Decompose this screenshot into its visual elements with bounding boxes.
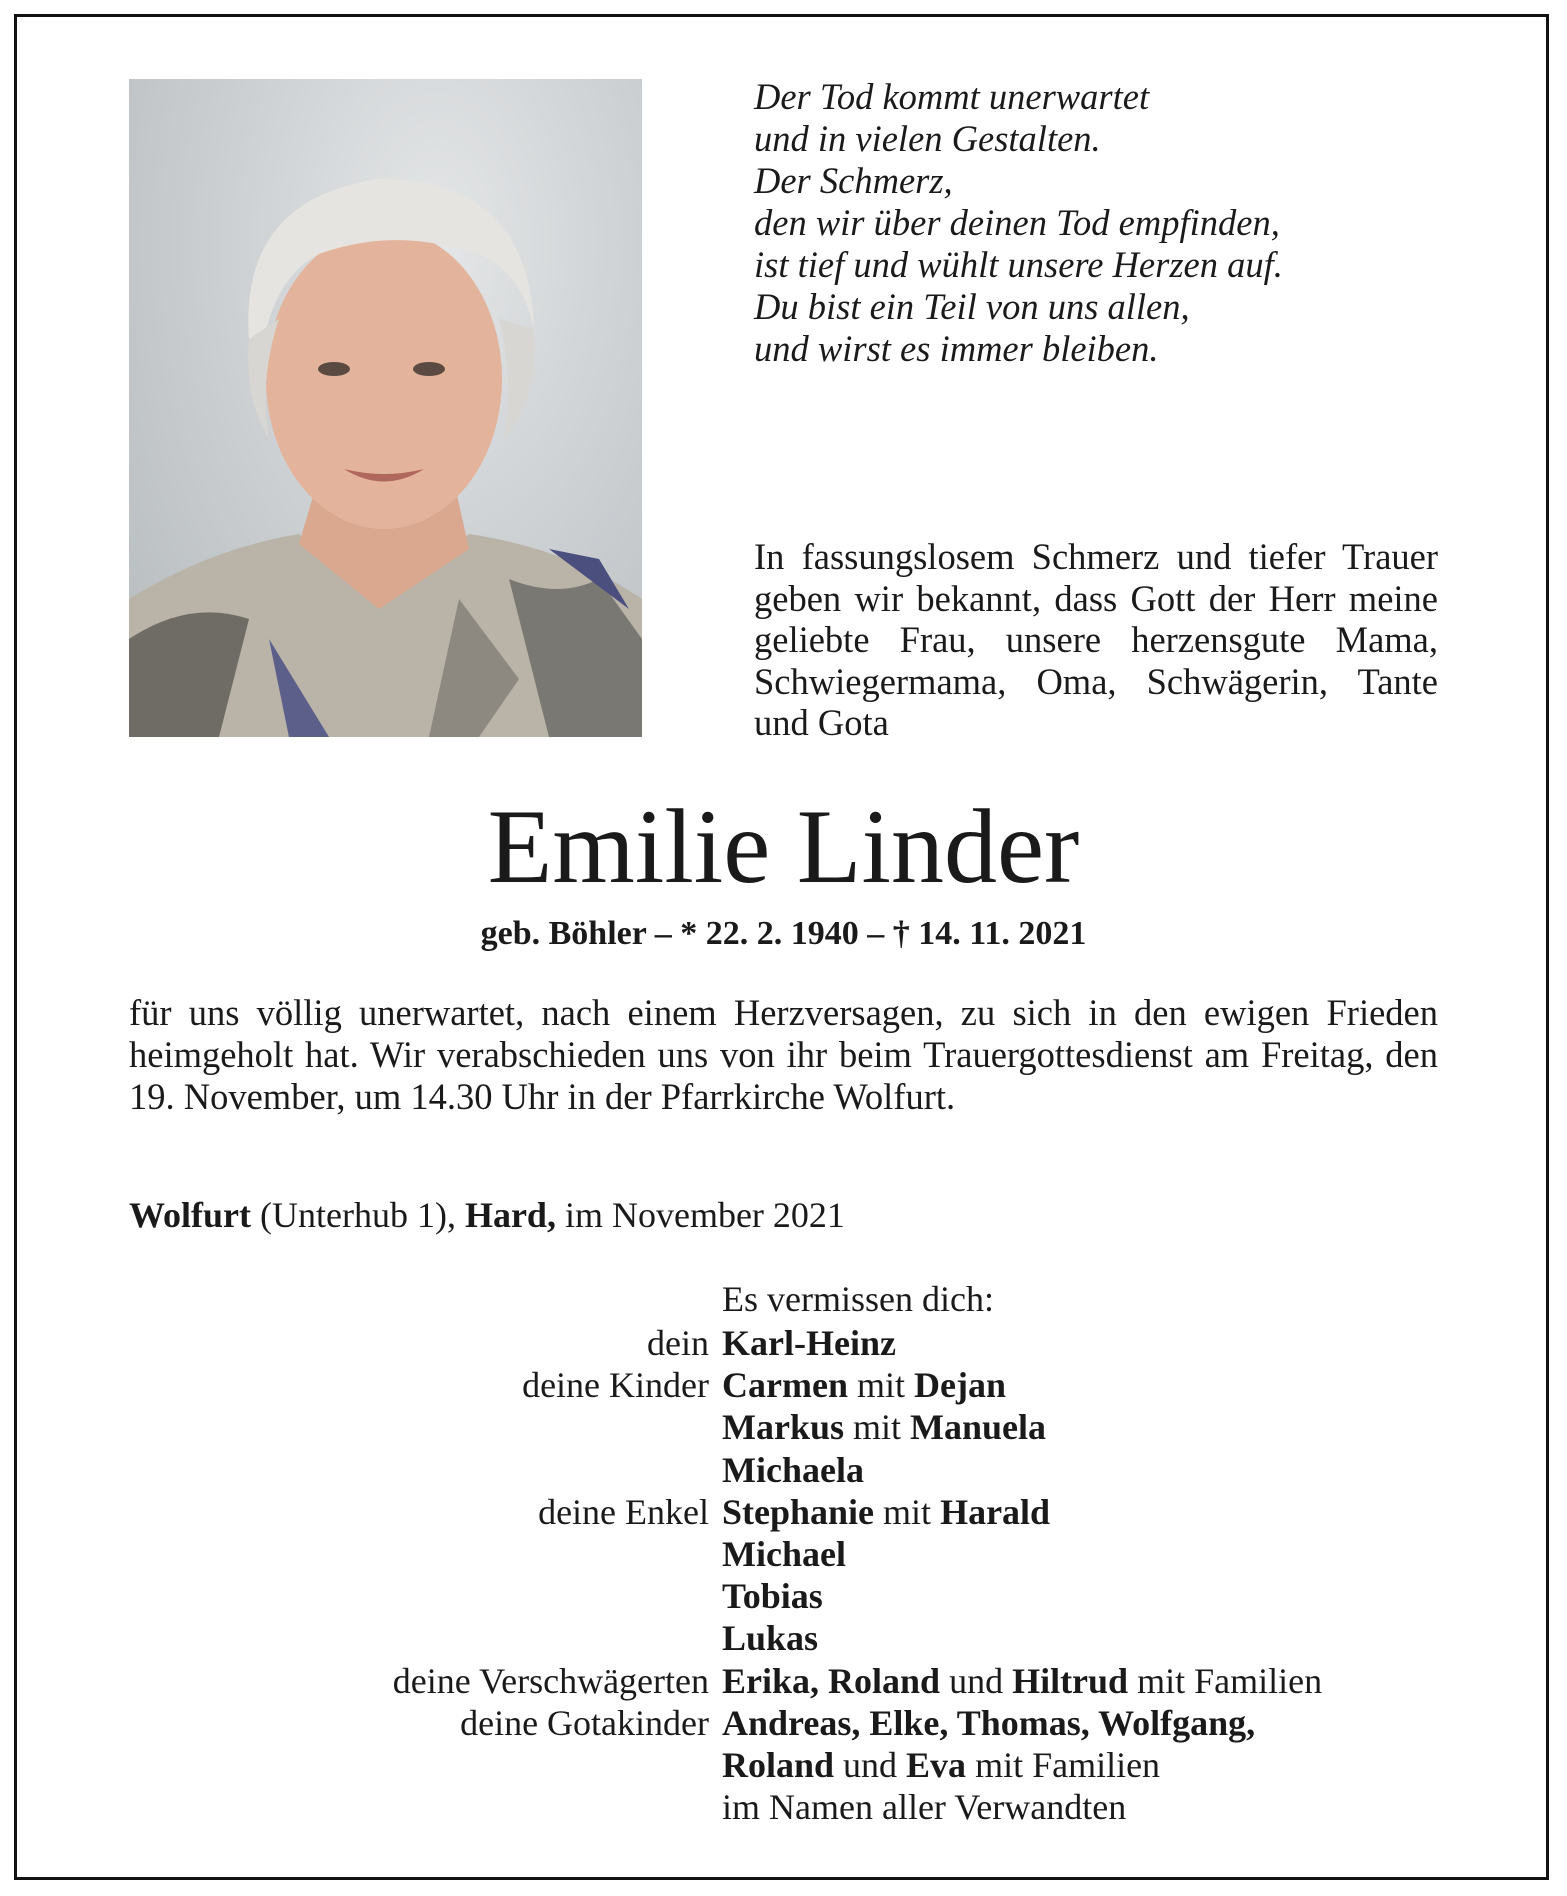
mourner-row [129, 1533, 1449, 1575]
dash: – [858, 915, 893, 952]
connector-text: mit [874, 1491, 941, 1532]
connector-text: und [940, 1660, 1013, 1701]
mourner-name: Andreas, Elke, Thomas, Wolfgang, [722, 1702, 1256, 1743]
mourner-name: Carmen [722, 1365, 848, 1406]
mourner-name: Eva [906, 1745, 967, 1786]
connector-text: im Namen aller Verwandten [722, 1787, 1127, 1828]
mourner-row [129, 1660, 1449, 1702]
poem-line: den wir über deinen Tod empfinden, [754, 202, 1280, 243]
mourner-names [722, 1449, 1449, 1491]
mourner-name: Erika, Roland [722, 1660, 941, 1701]
mourner-name: Karl-Heinz [722, 1323, 896, 1363]
mourner-relation [129, 1449, 722, 1491]
connector-text: mit [847, 1365, 914, 1406]
mourner-names [722, 1491, 1449, 1533]
mourner-name: Manuela [910, 1407, 1047, 1448]
portrait-photo [129, 79, 642, 737]
poem-line: und wirst es immer bleiben. [754, 328, 1159, 369]
mourner-row [129, 1702, 1449, 1744]
poem-line: und in vielen Gestalten. [754, 118, 1101, 159]
mourner-name: Stephanie [722, 1491, 875, 1532]
mourner-relation [129, 1617, 722, 1659]
mourner-relation [129, 1406, 722, 1448]
mourner-relation: deine Kinder [522, 1365, 709, 1406]
intro-text: In fassungslosem Schmerz und tiefer Trauer geben wir bekannt, dass Gott der Herr meine geliebte Frau, unsere herzensgute Mama, Schwiegermama, Oma, Schwägerin, Tante und Gota [754, 536, 1438, 743]
town-hard: Hard, [464, 1195, 556, 1235]
mourner-relation: dein [647, 1323, 709, 1363]
mourner-relation: deine Gotakinder [460, 1702, 709, 1743]
mourner-row [129, 1617, 1449, 1659]
mourner-row [129, 1322, 1449, 1364]
mourner-name: Michael [722, 1534, 846, 1575]
connector-text: mit Familien [966, 1745, 1161, 1786]
mourner-name: Roland [722, 1745, 835, 1786]
town-wolfurt: Wolfurt [129, 1195, 251, 1235]
poem [754, 76, 1434, 370]
mourner-relation [129, 1786, 722, 1828]
mourner-names [722, 1702, 1449, 1744]
mourner-names [722, 1660, 1449, 1702]
mourner-names [722, 1786, 1449, 1828]
mourner-row [129, 1786, 1449, 1828]
mourner-row [129, 1744, 1449, 1786]
mourner-names [722, 1744, 1449, 1786]
mourner-row [129, 1449, 1449, 1491]
mourner-names [722, 1575, 1449, 1617]
mourner-name: Lukas [722, 1618, 819, 1659]
poem-line: Der Schmerz, [754, 160, 953, 201]
death-date: † 14. 11. 2021 [892, 915, 1087, 952]
mourner-row [129, 1406, 1449, 1448]
dash: – [646, 915, 681, 952]
portrait-illustration [129, 79, 642, 737]
mourners-heading: Es vermissen dich: [722, 1279, 994, 1319]
birth-name: geb. Böhler [480, 915, 647, 952]
address: (Unterhub 1), [251, 1195, 465, 1235]
poem-line: ist tief und wühlt unsere Herzen auf. [754, 244, 1283, 285]
mourner-names [722, 1533, 1449, 1575]
mourner-relation [129, 1744, 722, 1786]
place-date-line [129, 1194, 1329, 1236]
mourner-relation [129, 1575, 722, 1617]
mourner-names [722, 1406, 1449, 1448]
mourner-name: Tobias [722, 1576, 823, 1617]
announcement-text: für uns völlig unerwartet, nach einem Herzversagen, zu sich in den ewigen Frieden heimgeholt hat. Wir verabschieden uns von ihr beim Trauergottesdienst am Freitag, den 19. November, um 14.30 Uhr in der Pfarrkirche Wolfurt. [129, 992, 1438, 1117]
mourner-row [129, 1364, 1449, 1406]
deceased-name: Emilie Linder [487, 788, 1080, 905]
mourner-row [129, 1575, 1449, 1617]
mourners-list [129, 1322, 1449, 1828]
mourner-names [722, 1364, 1449, 1406]
mourner-name: Michaela [722, 1449, 864, 1490]
mourner-relation: deine Verschwägerten [392, 1660, 709, 1701]
mourner-names [722, 1322, 1449, 1364]
mourner-relation: deine Enkel [538, 1491, 709, 1532]
birth-date: * 22. 2. 1940 [680, 915, 859, 952]
poem-line: Der Tod kommt unerwartet [754, 76, 1150, 117]
mourner-row [129, 1491, 1449, 1533]
mourner-names [722, 1617, 1449, 1659]
connector-text: mit Familien [1128, 1660, 1323, 1701]
mourner-name: Hiltrud [1012, 1660, 1129, 1701]
mourner-name: Dejan [913, 1365, 1006, 1406]
mourner-name: Harald [940, 1491, 1051, 1532]
mourner-relation [129, 1533, 722, 1575]
connector-text: mit [844, 1407, 911, 1448]
month-year: im November 2021 [555, 1195, 845, 1235]
mourner-name: Markus [722, 1407, 845, 1448]
connector-text: und [834, 1745, 907, 1786]
life-dates [0, 912, 1567, 956]
poem-line: Du bist ein Teil von uns allen, [754, 286, 1190, 327]
